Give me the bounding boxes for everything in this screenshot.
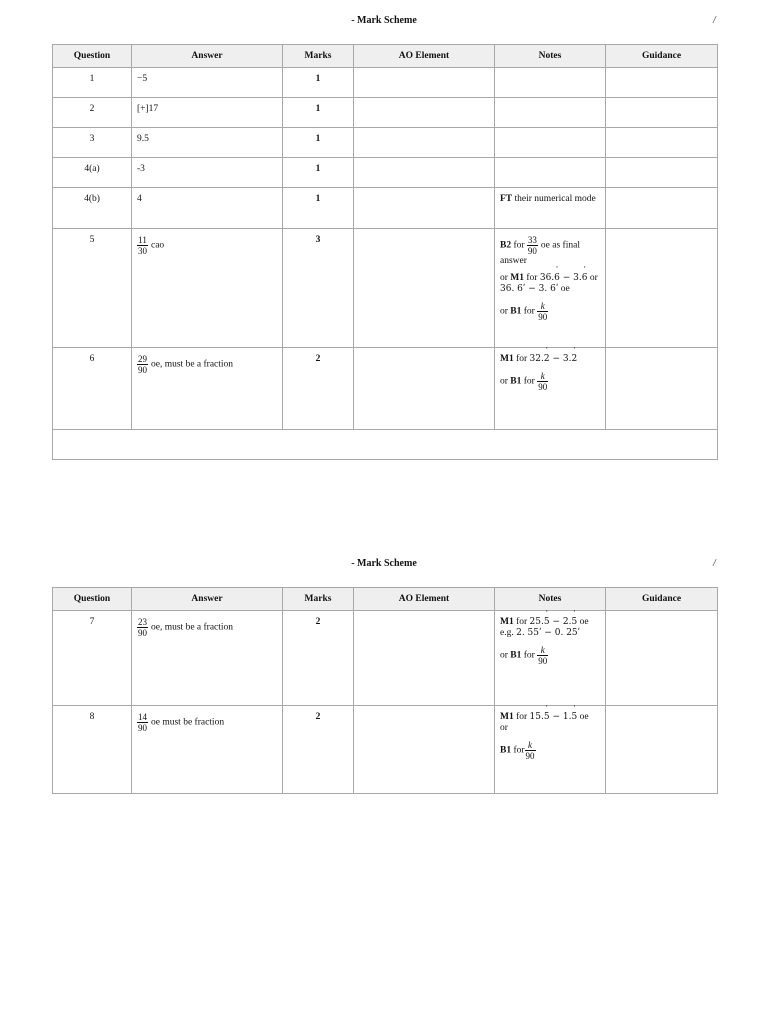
ao-cell — [354, 706, 495, 794]
answer-cell: [+]17 — [132, 98, 283, 128]
answer-cell: -3 — [132, 158, 283, 188]
marks-cell: 2 — [283, 611, 354, 706]
mark-code: M1 — [500, 712, 514, 722]
note-text: for — [513, 617, 530, 627]
table-header-row — [53, 588, 718, 611]
answer-cell — [132, 348, 283, 430]
guidance-cell — [606, 188, 718, 229]
ao-cell — [354, 229, 495, 348]
guidance-cell — [606, 611, 718, 706]
note-text: oe — [577, 712, 589, 722]
note-line — [500, 301, 600, 322]
col-question: Question — [53, 588, 132, 611]
guidance-cell — [606, 348, 718, 430]
col-ao-element: AO Element — [354, 45, 495, 68]
answer-cell: 9.5 — [132, 128, 283, 158]
ao-cell — [354, 98, 495, 128]
note-line — [500, 273, 600, 295]
fraction-denominator: 90 — [138, 628, 147, 638]
note-text: oe — [577, 617, 589, 627]
marks-cell: 2 — [283, 348, 354, 430]
note-line — [500, 645, 600, 666]
guidance-cell — [606, 706, 718, 794]
answer-text: oe, must be a fraction — [151, 359, 234, 370]
answer-cell: 4 — [132, 188, 283, 229]
table-footer-row — [53, 430, 718, 460]
answer-cell — [132, 706, 283, 794]
note-text: or — [500, 273, 511, 283]
notes-cell — [495, 188, 606, 229]
math-expression: 36. 6ʹ − 3. 6ʹ — [500, 284, 559, 294]
fraction-numerator: 14 — [138, 712, 147, 722]
question-number: 4(a) — [53, 158, 132, 188]
math-expression: 32.2 ˙ − 3.2 ˙ — [530, 354, 578, 364]
fraction-denominator: 90 — [538, 656, 548, 666]
table-row — [53, 128, 718, 158]
mark-code: B1 — [500, 745, 512, 756]
notes-cell — [495, 98, 606, 128]
table-row — [53, 348, 718, 430]
note-text: or — [500, 306, 511, 317]
ao-cell — [354, 128, 495, 158]
col-answer: Answer — [132, 45, 283, 68]
math-expression: 25.5 ˙ − 2.5 ˙ — [530, 617, 578, 627]
guidance-cell — [606, 68, 718, 98]
marks-cell: 1 — [283, 158, 354, 188]
fraction-numerator: k — [537, 371, 548, 382]
answer-text: oe must be fraction — [151, 717, 225, 728]
col-question: Question — [53, 45, 132, 68]
note-fraction — [537, 645, 548, 666]
answer-cell — [132, 229, 283, 348]
answer-fraction — [137, 712, 148, 733]
ao-cell — [354, 348, 495, 430]
question-number: 2 — [53, 98, 132, 128]
answer-text: oe, must be a fraction — [151, 622, 234, 633]
col-answer: Answer — [132, 588, 283, 611]
note-text: for — [513, 354, 530, 364]
table-row — [53, 98, 718, 128]
question-number: 1 — [53, 68, 132, 98]
note-text: for — [521, 376, 538, 387]
note-text: e.g. — [500, 628, 517, 638]
header-slash: / — [713, 15, 716, 26]
note-text: oe as final answer — [500, 240, 580, 266]
fraction-numerator: k — [537, 301, 548, 312]
note-text: or — [500, 376, 511, 387]
note-fraction — [527, 235, 538, 256]
note-text: or — [500, 723, 508, 733]
note-line — [500, 712, 600, 734]
mark-code: B1 — [510, 306, 522, 317]
fraction-denominator: 90 — [538, 312, 548, 322]
col-notes: Notes — [495, 588, 606, 611]
mark-code: FT — [500, 194, 513, 204]
note-line — [500, 354, 600, 365]
guidance-cell — [606, 98, 718, 128]
mark-scheme-table-1 — [52, 44, 718, 460]
marks-cell: 1 — [283, 188, 354, 229]
answer-cell: −5 — [132, 68, 283, 98]
marks-cell: 2 — [283, 706, 354, 794]
math-expression: 15.5 ˙ − 1.5 ˙ — [530, 712, 578, 722]
fraction-denominator: 90 — [138, 365, 147, 375]
table-row — [53, 158, 718, 188]
note-text: for — [513, 712, 530, 722]
question-number: 6 — [53, 348, 132, 430]
answer-cell — [132, 611, 283, 706]
table-row — [53, 188, 718, 229]
note-fraction — [525, 740, 536, 761]
page-title: - Mark Scheme — [351, 558, 417, 569]
ao-cell — [354, 68, 495, 98]
ao-cell — [354, 188, 495, 229]
notes-cell — [495, 128, 606, 158]
question-number: 8 — [53, 706, 132, 794]
note-text: for — [511, 745, 525, 756]
notes-cell — [495, 611, 606, 706]
marks-cell: 1 — [283, 68, 354, 98]
question-number: 5 — [53, 229, 132, 348]
fraction-denominator: 90 — [525, 751, 535, 761]
table-header-row — [53, 45, 718, 68]
notes-cell — [495, 706, 606, 794]
fraction-denominator: 90 — [138, 723, 147, 733]
col-guidance: Guidance — [606, 45, 718, 68]
page-header-2 — [0, 558, 768, 574]
notes-cell — [495, 158, 606, 188]
page-header-1 — [0, 15, 768, 31]
note-line — [500, 617, 600, 639]
question-number: 3 — [53, 128, 132, 158]
table-row — [53, 68, 718, 98]
fraction-numerator: k — [537, 645, 548, 656]
fraction-numerator: 29 — [138, 354, 147, 364]
answer-fraction — [137, 617, 148, 638]
mark-code: B2 — [500, 240, 512, 251]
page-title: - Mark Scheme — [351, 15, 417, 26]
answer-fraction — [137, 235, 148, 256]
guidance-cell — [606, 158, 718, 188]
ao-cell — [354, 158, 495, 188]
header-slash: / — [713, 558, 716, 569]
marks-cell: 1 — [283, 128, 354, 158]
note-text: for — [521, 650, 538, 661]
question-number: 7 — [53, 611, 132, 706]
note-text: or — [587, 273, 598, 283]
answer-fraction — [137, 354, 148, 375]
mark-code: M1 — [500, 354, 514, 364]
col-notes: Notes — [495, 45, 606, 68]
note-text: for — [524, 273, 540, 283]
note-text: for — [511, 240, 527, 251]
notes-cell — [495, 348, 606, 430]
table-row — [53, 611, 718, 706]
note-fraction — [537, 301, 548, 322]
table-row — [53, 229, 718, 348]
fraction-numerator: 33 — [527, 235, 537, 245]
mark-scheme-table-2 — [52, 587, 718, 794]
note-line — [500, 235, 600, 267]
answer-text: cao — [151, 240, 165, 251]
ao-cell — [354, 611, 495, 706]
note-line — [500, 371, 600, 392]
question-number: 4(b) — [53, 188, 132, 229]
math-expression: 36.6 ˙ − 3.6 ˙ — [540, 273, 588, 283]
guidance-cell — [606, 128, 718, 158]
note-text: their numerical mode — [512, 194, 596, 204]
mark-code: M1 — [510, 273, 525, 283]
col-marks: Marks — [283, 45, 354, 68]
empty-footer-cell — [53, 430, 718, 460]
col-guidance: Guidance — [606, 588, 718, 611]
math-expression: 2. 55ʹ − 0. 25ʹ — [516, 628, 581, 638]
fraction-numerator: k — [525, 740, 536, 751]
col-ao-element: AO Element — [354, 588, 495, 611]
col-marks: Marks — [283, 588, 354, 611]
fraction-denominator: 90 — [527, 246, 537, 256]
fraction-numerator: 23 — [138, 617, 147, 627]
mark-code: B1 — [510, 376, 522, 387]
notes-cell — [495, 68, 606, 98]
note-text: for — [521, 306, 538, 317]
fraction-numerator: 11 — [138, 235, 147, 245]
note-text: oe — [558, 284, 570, 294]
mark-code: B1 — [510, 650, 522, 661]
table-row — [53, 706, 718, 794]
note-text: or — [500, 650, 511, 661]
note-line — [500, 740, 600, 761]
guidance-cell — [606, 229, 718, 348]
fraction-denominator: 90 — [538, 382, 548, 392]
notes-cell — [495, 229, 606, 348]
marks-cell: 3 — [283, 229, 354, 348]
mark-code: M1 — [500, 617, 514, 627]
note-fraction — [537, 371, 548, 392]
marks-cell: 1 — [283, 98, 354, 128]
fraction-denominator: 30 — [138, 246, 147, 256]
